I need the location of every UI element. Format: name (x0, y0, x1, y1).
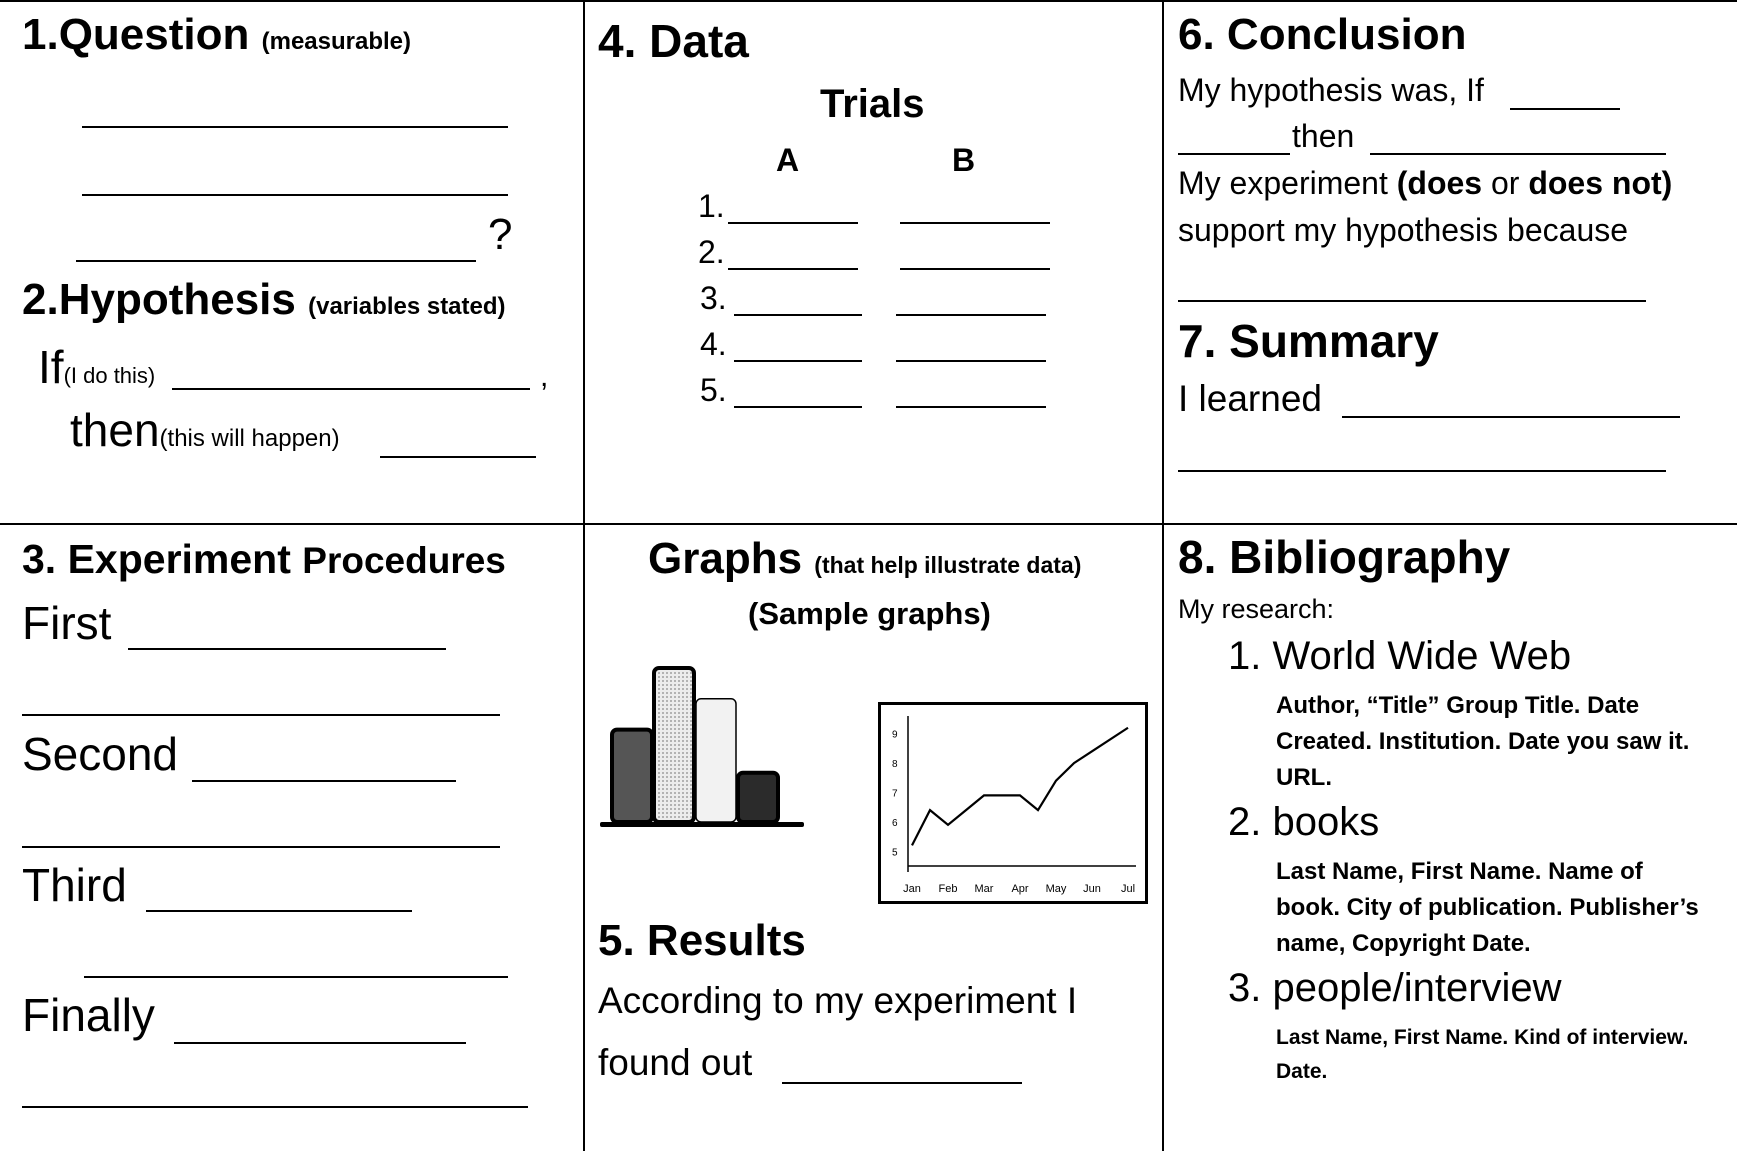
column-b-label: B (952, 142, 976, 178)
trial-row-2-label: 2. (698, 234, 725, 270)
conclusion-if-line-2 (1178, 153, 1290, 155)
x-tick-label: Apr (1011, 883, 1029, 895)
bib-item-books-detail-3: name, Copyright Date. (1276, 930, 1531, 957)
trial-row-5-a-line (734, 406, 862, 408)
graphs-heading (648, 534, 1081, 584)
bib-item-web-detail-1: Author, “Title” Group Title. Date (1276, 692, 1640, 719)
procedures-heading (22, 536, 506, 583)
bibliography-intro: My research: (1178, 594, 1335, 624)
graphs-heading-text: Graphs (648, 534, 803, 583)
if-word: If (38, 341, 64, 393)
trial-row-3-b-line (896, 314, 1046, 316)
results-line-2: found out (598, 1042, 753, 1083)
does-not-text: does not) (1528, 165, 1673, 201)
step-finally-line-2 (22, 1106, 528, 1108)
summary-learned-line (1342, 416, 1680, 418)
line-chart-frame (880, 704, 1147, 903)
data-heading: 4. Data (598, 15, 749, 67)
step-first-line-2 (22, 714, 500, 716)
sample-bar-4 (738, 773, 778, 822)
x-tick-label: Jun (1083, 883, 1101, 895)
step-third-line-2 (84, 976, 508, 978)
results-heading: 5. Results (598, 916, 806, 965)
graphs-note: (that help illustrate data) (814, 552, 1082, 578)
conclusion-because-line (1178, 300, 1646, 302)
summary-line-1: I learned (1178, 378, 1322, 419)
bib-item-web-detail-3: URL. (1276, 764, 1332, 791)
step-finally: Finally (22, 989, 155, 1041)
hypothesis-then (70, 403, 340, 457)
bar-chart-base (600, 822, 804, 827)
trial-row-3-a-line (734, 314, 862, 316)
y-tick-label: 6 (892, 817, 898, 829)
left-divider (583, 0, 585, 1151)
bib-item-people-title: 3. people/interview (1228, 966, 1562, 1010)
conclusion-line-4: support my hypothesis because (1178, 212, 1629, 248)
x-tick-label: Jan (903, 883, 921, 895)
bib-item-people-detail-2: Date. (1276, 1060, 1328, 1083)
bib-item-books-detail-2: book. City of publication. Publisher’s (1276, 894, 1699, 921)
trial-row-4-label: 4. (700, 326, 727, 362)
trial-row-1-a-line (728, 222, 858, 224)
trials-label: Trials (820, 82, 925, 126)
bib-item-people-detail-1: Last Name, First Name. Kind of interview. (1276, 1026, 1689, 1049)
hypothesis-heading (22, 275, 506, 325)
step-third: Third (22, 859, 127, 911)
trial-row-2-a-line (728, 268, 858, 270)
conclusion-then: then (1292, 118, 1355, 154)
step-first: First (22, 597, 112, 649)
conclusion-if-line (1510, 108, 1620, 110)
question-line-3 (76, 260, 476, 262)
y-tick-label: 9 (892, 729, 898, 741)
hypothesis-note: (variables stated) (308, 293, 506, 320)
y-tick-label: 8 (892, 759, 898, 771)
bib-item-books-detail-1: Last Name, First Name. Name of (1276, 858, 1643, 885)
question-heading (22, 10, 411, 60)
question-line-1 (82, 126, 508, 128)
summary-line-2 (1178, 470, 1666, 472)
trial-row-4-b-line (896, 360, 1046, 362)
sample-bar-chart (598, 660, 808, 830)
top-border (0, 0, 1737, 2)
step-finally-line (174, 1042, 466, 1044)
conclusion-line-3 (1178, 165, 1672, 202)
trial-row-5-b-line (896, 406, 1046, 408)
then-word: then (70, 404, 160, 456)
then-note: (this will happen) (159, 425, 340, 452)
y-tick-label: 5 (892, 847, 898, 859)
conclusion-then-line (1370, 153, 1666, 155)
bib-item-books-title: 2. books (1228, 800, 1380, 844)
step-first-line (128, 648, 446, 650)
hypothesis-if (38, 340, 155, 394)
procedures-heading-num: 3. Experiment (22, 536, 291, 582)
trial-row-5-label: 5. (700, 372, 727, 408)
trial-row-1-b-line (900, 222, 1050, 224)
hypothesis-heading-text: 2.Hypothesis (22, 275, 296, 324)
results-found-out-line (782, 1082, 1022, 1084)
bib-item-web-detail-2: Created. Institution. Date you saw it. (1276, 728, 1690, 755)
sample-graphs-label: (Sample graphs) (748, 596, 991, 631)
if-note: (I do this) (63, 363, 156, 388)
right-divider (1162, 0, 1164, 1151)
sample-bar-3 (696, 699, 736, 822)
question-line-2 (82, 194, 508, 196)
procedures-heading-rest: Procedures (302, 540, 506, 581)
x-tick-label: Mar (974, 883, 994, 895)
sample-bar-2 (654, 668, 694, 822)
question-mark: ? (488, 210, 513, 259)
conclusion-heading: 6. Conclusion (1178, 10, 1467, 59)
experiment-text: My experiment (1178, 165, 1397, 201)
trial-row-4-a-line (734, 360, 862, 362)
step-second-line-2 (22, 846, 500, 848)
x-tick-label: Feb (938, 883, 958, 895)
sample-bar-1 (612, 730, 652, 822)
x-tick-label: May (1045, 883, 1067, 895)
bibliography-heading: 8. Bibliography (1178, 531, 1511, 583)
trial-row-2-b-line (900, 268, 1050, 270)
step-second: Second (22, 728, 179, 780)
hypothesis-comma: , (540, 360, 549, 393)
hypothesis-then-line (380, 456, 536, 458)
trial-row-1-label: 1. (698, 188, 725, 224)
hypothesis-if-line (172, 388, 530, 390)
or-text: or (1482, 165, 1529, 201)
summary-heading: 7. Summary (1178, 315, 1439, 367)
bib-item-web-title: 1. World Wide Web (1228, 634, 1572, 678)
results-line-1: According to my experiment I (598, 980, 1078, 1021)
trial-row-3-label: 3. (700, 280, 727, 316)
column-a-label: A (776, 142, 800, 178)
step-second-line (192, 780, 456, 782)
step-third-line (146, 910, 412, 912)
question-heading-text: 1.Question (22, 10, 250, 59)
y-tick-label: 7 (892, 788, 898, 800)
question-note: (measurable) (261, 28, 411, 55)
conclusion-line-1: My hypothesis was, If (1178, 72, 1484, 108)
middle-divider (0, 523, 1737, 525)
x-tick-label: Jul (1120, 883, 1136, 895)
sample-line-chart (878, 702, 1148, 904)
does-text: (does (1396, 165, 1483, 201)
